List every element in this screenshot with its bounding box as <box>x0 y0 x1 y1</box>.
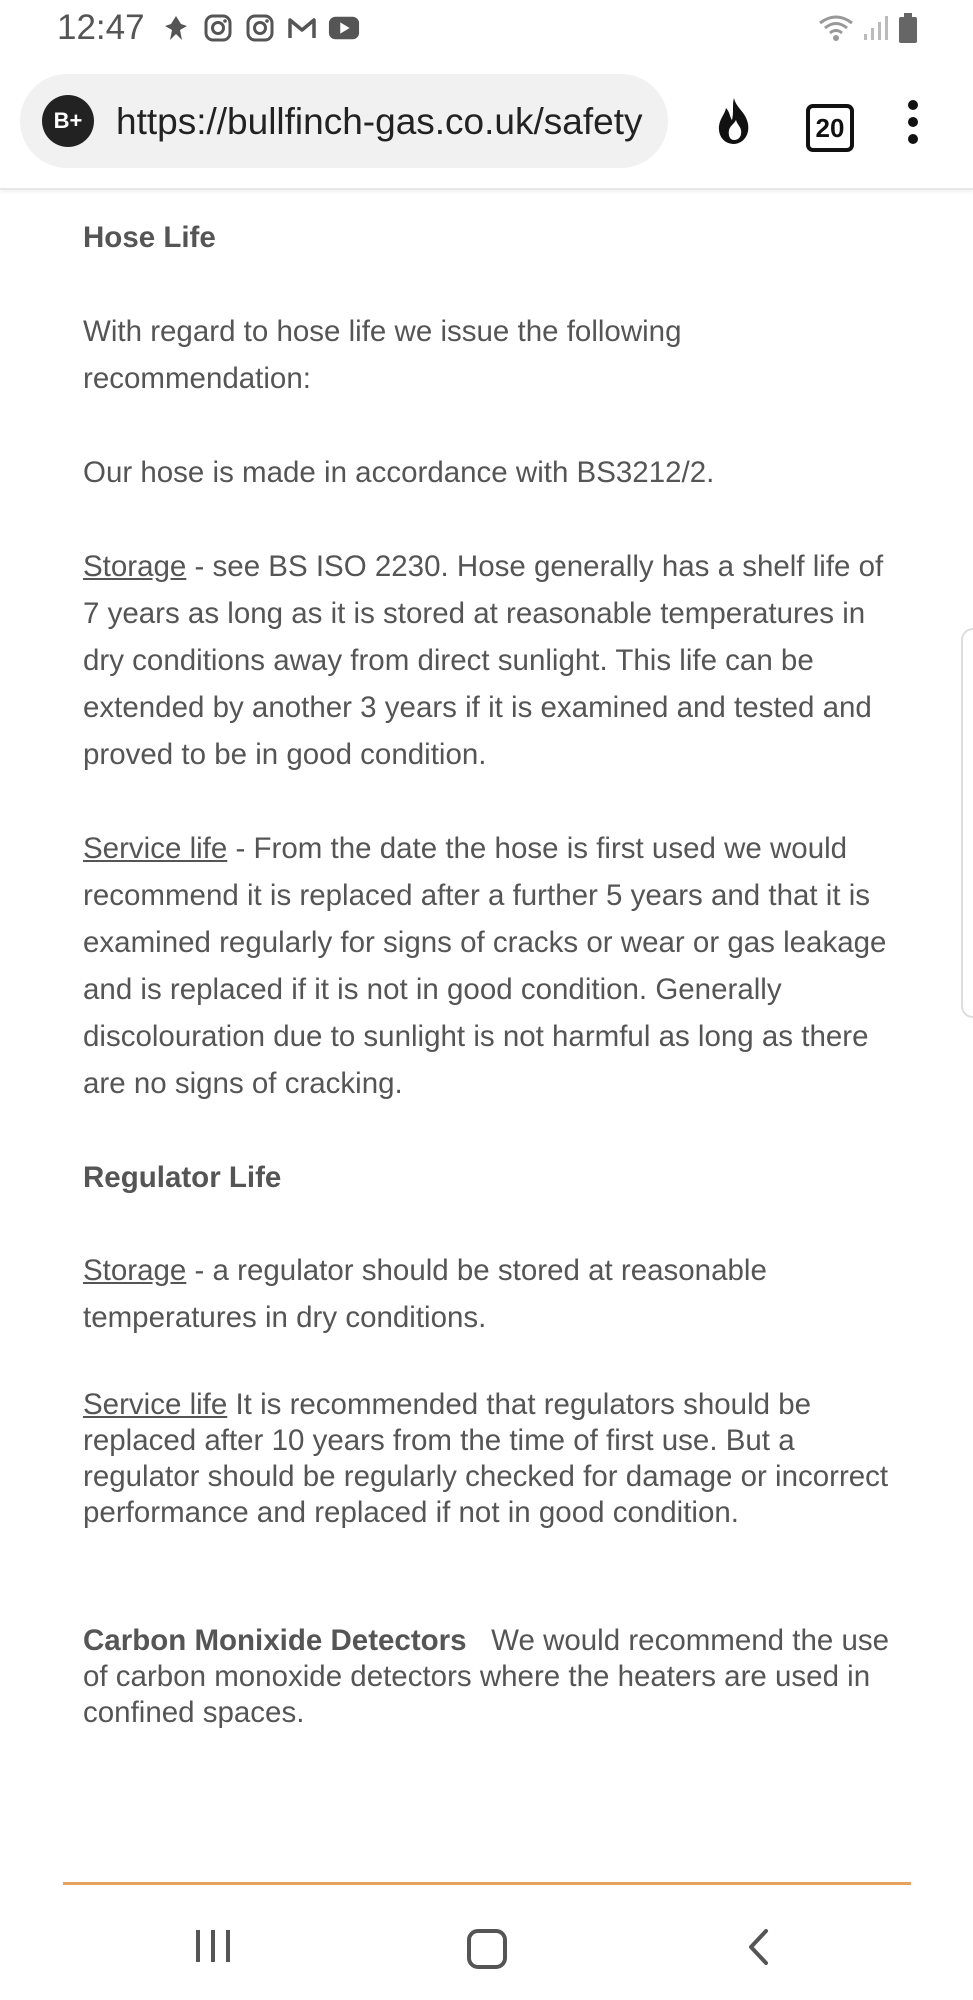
co-detectors-paragraph <box>83 1623 903 1731</box>
page-content <box>83 190 903 1731</box>
hose-service-paragraph <box>83 825 903 1107</box>
regulator-storage-text: - a regulator should be stored at reasonable temperatures in dry conditions. <box>83 1254 767 1334</box>
instagram-icon <box>202 12 234 44</box>
youtube-icon <box>328 12 360 44</box>
recent-apps-icon[interactable] <box>196 1930 230 1962</box>
regulator-service-text: It is recommended that regulators should be replaced after 10 years from the time of first use. But a regulator should be regularly checked for damage or incorrect performance and replaced if not in good condition. <box>83 1388 889 1529</box>
notification-icons <box>160 12 360 44</box>
home-icon[interactable] <box>467 1929 507 1969</box>
hose-service-label: Service life <box>83 832 228 865</box>
signal-icon <box>862 14 890 47</box>
section-divider <box>63 1882 911 1885</box>
hose-life-heading: Hose Life <box>83 221 216 254</box>
instagram-icon <box>244 12 276 44</box>
system-icons <box>818 12 918 49</box>
regulator-life-heading: Regulator Life <box>83 1161 282 1194</box>
regulator-service-paragraph <box>83 1387 903 1531</box>
site-info-icon[interactable]: B+ <box>42 95 94 147</box>
hose-storage-text: - see BS ISO 2230. Hose generally has a shelf life of 7 years as long as it is stored at reasonable temperatures in dry conditions away from direct sunlight. This life can be extended by another 3 years if it is examined and tested and proved to be in good condition. <box>83 550 884 771</box>
hose-storage-label: Storage <box>83 550 187 583</box>
status-time: 12:47 <box>57 8 145 47</box>
menu-icon[interactable] <box>908 100 922 151</box>
battery-icon <box>898 12 918 49</box>
regulator-storage-label: Storage <box>83 1254 187 1287</box>
co-detectors-heading: Carbon Monixide Detectors <box>83 1624 467 1657</box>
hose-service-text: - From the date the hose is first used we would recommend it is replaced after a further 5 years and that it is examined regularly for signs of cracks or wear or gas leakage and is replaced if it is not in good condition. Generally discolouration due to sunlight is not harmful as long as there are no signs of cracking. <box>83 832 887 1100</box>
system-navigation-bar <box>0 1890 973 2000</box>
hose-standard: Our hose is made in accordance with BS3212/2. <box>83 456 715 489</box>
address-bar[interactable] <box>20 74 668 168</box>
hose-storage-paragraph <box>83 543 903 778</box>
hose-intro: With regard to hose life we issue the following recommendation: <box>83 315 682 395</box>
back-icon[interactable] <box>746 1928 770 1971</box>
co-detectors-text: We would recommend the use of carbon monoxide detectors where the heaters are used in confined spaces. <box>83 1624 898 1729</box>
regulator-storage-paragraph <box>83 1247 903 1341</box>
side-panel-handle[interactable] <box>961 628 973 1018</box>
tab-switcher-button[interactable]: 20 <box>806 104 854 152</box>
regulator-service-label: Service life <box>83 1388 228 1421</box>
browser-toolbar <box>0 60 973 190</box>
gmail-icon <box>286 12 318 44</box>
notification-icon <box>160 12 192 44</box>
wifi-icon <box>818 13 854 48</box>
status-bar <box>0 0 973 60</box>
flame-icon[interactable] <box>712 96 756 151</box>
url-text[interactable]: https://bullfinch-gas.co.uk/safety <box>116 101 643 142</box>
